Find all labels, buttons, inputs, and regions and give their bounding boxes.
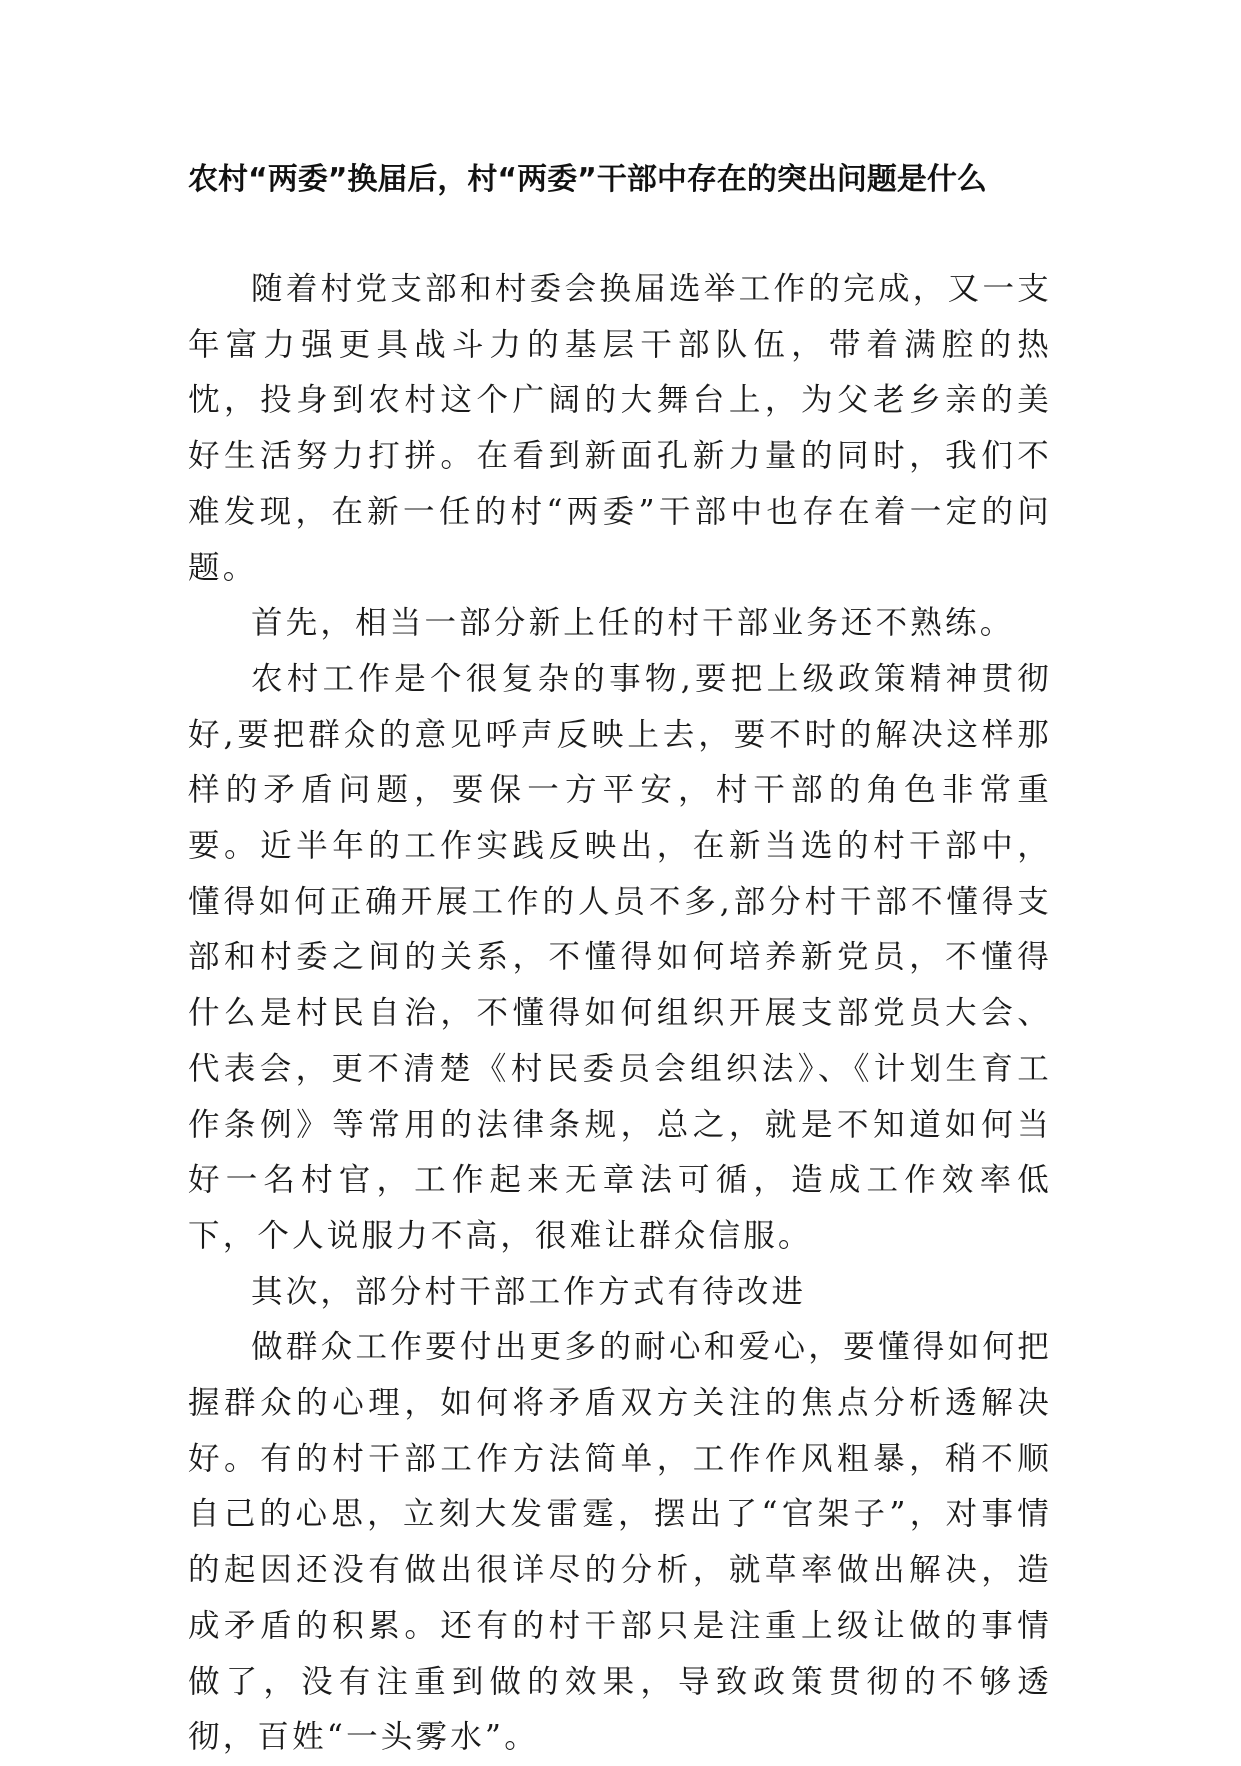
paragraph-intro: 随着村党支部和村委会换届选举工作的完成，又一支年富力强更具战斗力的基层干部队伍，带着满腔的热忱，投身到农村这个广阔的大舞台上，为父老乡亲的美好生活努力打拼。在看到新面孔新力量的同时，我们不难发现，在新一任的村“两委”干部中也存在着一定的问题。	[188, 271, 1052, 586]
paragraph-first-point-heading: 首先，相当一部分新上任的村干部业务还不熟练。	[251, 605, 1015, 642]
paragraph-first-point-body: 农村工作是个很复杂的事物,要把上级政策精神贯彻好,要把群众的意见呼声反映上去，要不时的解决这样那样的矛盾问题，要保一方平安，村干部的角色非常重要。近半年的工作实践反映出，在新当选的村干部中，懂得如何正确开展工作的人员不多,部分村干部不懂得支部和村委之间的关系，不懂得如何培养新党员，不懂得什么是村民自治，不懂得如何组织开展支部党员大会、代表会，更不清楚《村民委员会组织法》、《计划生育工作条例》等常用的法律条规，总之，就是不知道如何当好一名村官，工作起来无章法可循，造成工作效率低下，个人说服力不高，很难让群众信服。	[188, 660, 1052, 1254]
document-title: 农村“两委”换届后，村“两委”干部中存在的突出问题是什么	[188, 162, 987, 197]
document-body	[188, 262, 1052, 1766]
paragraph-second-point-body: 做群众工作要付出更多的耐心和爱心，要懂得如何把握群众的心理，如何将矛盾双方关注的焦点分析透解决好。有的村干部工作方法简单，工作作风粗暴，稍不顺自己的心思，立刻大发雷霆，摆出了“官架子”，对事情的起因还没有做出很详尽的分析，就草率做出解决，造成矛盾的积累。还有的村干部只是注重上级让做的事情做了，没有注重到做的效果，导致政策贯彻的不够透彻，百姓“一头雾水”。	[188, 1329, 1052, 1756]
paragraph-second-point-heading: 其次，部分村干部工作方式有待改进	[251, 1273, 807, 1310]
